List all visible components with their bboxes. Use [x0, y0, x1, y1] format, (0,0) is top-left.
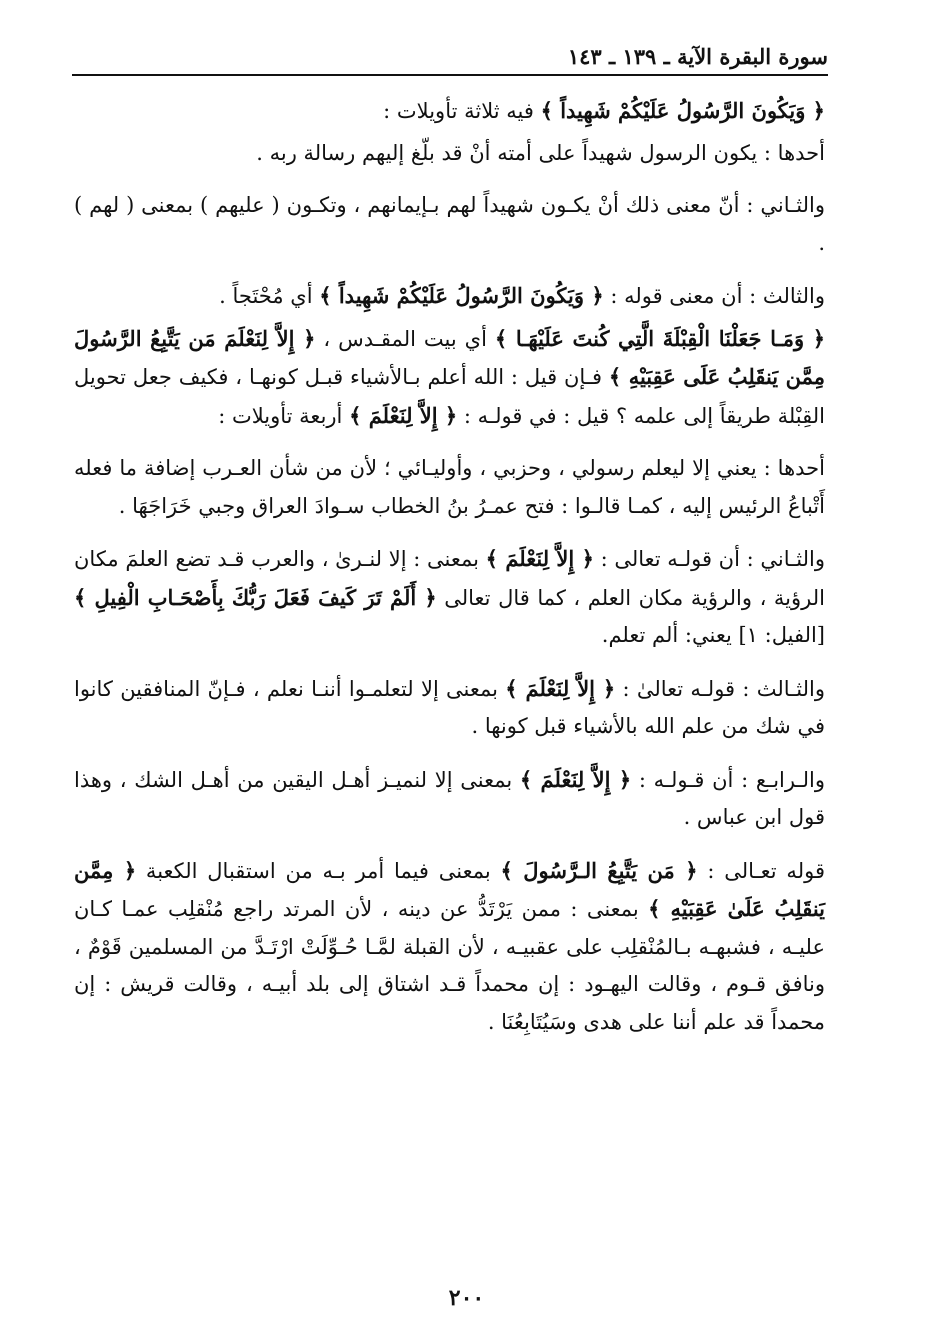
paragraph — [74, 320, 825, 436]
quran-verse: وَمَـا جَعَلْنَا الْقِبْلَةَ الَّتِي كُنتَ عَلَيْهَـا — [515, 325, 805, 351]
ornate-bracket: ﴾ — [500, 857, 524, 883]
text-segment: بمعنى : ممن يَرْتَدُّ عن دينه ، لأن المرتد راجع مُنْقلِب عمـا كـان عليـه ، فشبهـه بـالمُنْقلِب على عقبيـه ، لأن القبلة لمَّـا حُـوِّلَتْ ارْتَـدَّ من المسلمين قَوْمٌ ، ونافق قـوم ، وقالت اليهـود : إن محمداً قـد اشتاق إلى بلد أبيـه ، وقالت قريش : إن محمداً قد علم أننا على هدى وسَيُتَابِعُنَا . — [74, 897, 825, 1034]
quran-verse: أَلَمْ تَرَ كَيفَ فَعَلَ رَبُّكَ بِأَصْحَـابِ الْفِيلِ — [94, 584, 417, 610]
paragraph — [74, 92, 825, 131]
ornate-bracket: ﴿ — [574, 546, 594, 571]
ornate-bracket: ﴾ — [648, 896, 671, 921]
body-text — [74, 92, 825, 1056]
paragraph — [74, 670, 825, 746]
quran-verse: وَيَكُونَ الرَّسُولُ عَلَيْكُمْ شَهِيداً — [560, 98, 806, 123]
text-segment: فـإن قيل : الله أعلم بـالأشياء قبـل كونهـا ، فكيف جعل تحويل القِبْلة طريقاً إلى علمه ؟ قيل : في قولـه : — [74, 365, 825, 428]
ornate-bracket: ﴾ — [349, 402, 369, 428]
text-segment: والثـالث : قولـه تعالىٰ : — [615, 676, 825, 701]
ornate-bracket: ﴿ — [437, 402, 458, 428]
text-segment: أي مُحْتَجاً . — [219, 284, 320, 308]
ornate-bracket: ﴾ — [74, 584, 95, 610]
quran-verse: إِلاَّ لِنَعْلَمَ مَن يَتَّبِعُ الرَّسُولَ مِمَّن يَنقَلِبُ عَلَى عَقِبَيْهِ — [74, 325, 826, 389]
ornate-bracket: ﴿ — [294, 325, 316, 351]
quran-verse: مِمَّن يَنقَلِبُ عَلَىٰ عَقِبَيْهِ — [74, 857, 825, 921]
ornate-bracket: ﴿ — [113, 857, 137, 883]
paragraph — [74, 277, 825, 316]
ornate-bracket: ﴾ — [505, 675, 526, 701]
ornate-bracket: ﴾ — [540, 98, 561, 123]
paragraph — [74, 761, 825, 837]
ornate-bracket: ﴾ — [608, 364, 629, 389]
ornate-bracket: ﴾ — [519, 766, 541, 792]
paragraph — [74, 135, 825, 173]
text-segment: [الفيل: ١] يعني: ألم تعلم. — [601, 623, 825, 647]
ornate-bracket: ﴿ — [584, 283, 604, 308]
text-segment: أي بيت المقـدس ، — [315, 326, 495, 351]
text-segment: بمعنى إلا لتعلمـوا أننـا نعلم ، فـإنّ المنافقين كانوا في شك من علم الله بالأشياء قبل كونها . — [74, 676, 825, 738]
page-number: ٢٠٠ — [448, 1285, 485, 1311]
running-header — [72, 40, 828, 76]
paragraph — [74, 540, 825, 655]
quran-verse: إِلاَّ لِنَعْلَمَ — [525, 675, 596, 701]
text-segment: والثـاني : أنّ معنى ذلك أنْ يكـون شهيداً لهم بـإيمانهم ، وتكـون ( عليهم ) بمعنى ( لهم ) . — [74, 193, 825, 255]
ornate-bracket: ﴿ — [805, 98, 825, 123]
ornate-bracket: ﴿ — [804, 325, 826, 351]
ornate-bracket: ﴿ — [610, 766, 632, 792]
text-segment: أربعة تأويلات : — [218, 403, 350, 428]
text-segment: قوله تعـالى : — [697, 858, 825, 883]
quran-verse: إِلاَّ لِنَعْلَمَ — [540, 766, 611, 792]
ornate-bracket: ﴿ — [674, 857, 698, 883]
paragraph — [74, 450, 825, 525]
quran-verse: وَيَكُونَ الرَّسُولُ عَلَيْكُمْ شَهِيداً — [338, 283, 585, 308]
text-segment: بمعنى : إلا لنـرىٰ ، والعرب قـد تضع العلمَ مكان الرؤية ، والرؤية مكان العلم ، كما قال تعالى — [74, 547, 825, 610]
ornate-bracket: ﴾ — [485, 546, 506, 571]
text-segment: بمعنى إلا لنميـز أهـل اليقين من أهـل الشك ، وهذا قول ابن عباس . — [74, 767, 825, 829]
paragraph — [74, 852, 825, 1042]
text-segment: أحدها : يكون الرسول شهيداً على أمته أنْ قد بلّغ إليهم رسالة ربه . — [256, 140, 825, 165]
quran-verse: إِلاَّ لِنَعْلَمَ — [368, 402, 438, 428]
ornate-bracket: ﴿ — [595, 675, 616, 701]
text-segment: والـرابـع : أن قـولـه : — [631, 767, 825, 792]
quran-verse: إِلاَّ لِنَعْلَمَ — [505, 546, 575, 571]
text-segment: فيه ثلاثة تأويلات : — [383, 99, 541, 123]
paragraph — [74, 187, 825, 262]
ornate-bracket: ﴿ — [416, 584, 437, 610]
text-segment: والثـاني : أن قولـه تعالى : — [593, 547, 826, 571]
quran-verse: مَن يَتَّبِعُ الـرَّسُولَ — [523, 857, 675, 883]
text-segment: أحدها : يعني إلا ليعلم رسولي ، وحزبي ، وأوليـائي ؛ لأن من شأن العـرب إضافة ما فعله أَتْباعُ الرئيس إليه ، كمـا قالـوا : فتح عمـرُ بنُ الخطاب سـوادَ العراق وجبي خَرَاجَهَا . — [74, 456, 825, 518]
text-segment: والثالث : أن معنى قوله : — [603, 284, 825, 308]
ornate-bracket: ﴾ — [494, 325, 516, 351]
ornate-bracket: ﴾ — [319, 283, 339, 308]
running-title: سورة البقرة الآية ـ ١٣٩ ـ ١٤٣ — [567, 44, 828, 69]
text-segment: بمعنى فيما أمر بـه من استقبال الكعبة — [136, 858, 501, 883]
